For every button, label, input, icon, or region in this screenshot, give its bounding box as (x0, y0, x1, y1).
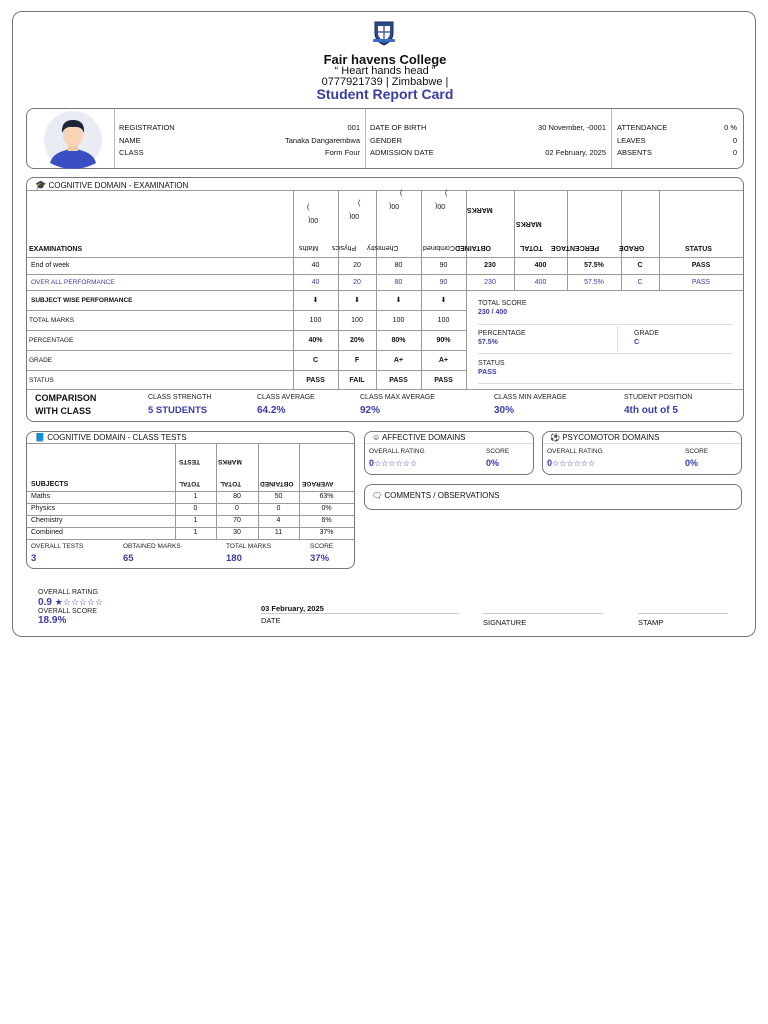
registration-label: REGISTRATION (119, 123, 175, 132)
exam-cell: 57.5% (584, 262, 604, 269)
col-examinations-header: EXAMINATIONS (29, 246, 83, 253)
sw-cell: A+ (438, 357, 449, 364)
tests-cell: 0 (193, 505, 198, 512)
tests-col-tests-a: TESTS (179, 458, 200, 465)
tests-cell: 50 (274, 493, 283, 500)
tests-cell: 0 (235, 505, 239, 512)
student-position-label: STUDENT POSITION (624, 394, 693, 401)
exam-cell: 20 (353, 279, 361, 286)
sw-cell: 40% (308, 337, 323, 344)
col-total-header: TOTAL (520, 244, 543, 251)
tests-col-obtained: OBTAINED (260, 480, 294, 487)
school-contact: 0777921739 | Zimbabwe | (321, 76, 449, 88)
report-title: Student Report Card (316, 86, 454, 102)
subject-combined-sub: 00( (435, 202, 446, 209)
tests-obtained-value: 65 (123, 553, 134, 564)
tests-total-marks-label: TOTAL MARKS (226, 543, 272, 550)
overall-score-label: OVERALL SCORE (38, 608, 97, 615)
class-min-value: 30% (494, 405, 515, 416)
exam-cell: 400 (534, 262, 547, 269)
exam-cell: 57.5% (584, 279, 604, 286)
avatar (40, 111, 106, 169)
school-motto: “ Heart hands head ” (334, 65, 436, 77)
arrow-down-icon: ⬇ (312, 297, 319, 304)
name-label: NAME (119, 136, 141, 145)
exam-section-title: COGNITIVE DOMAIN - EXAMINATION (48, 181, 189, 190)
sw-cell: 100 (392, 317, 405, 324)
exam-cell: C (637, 262, 643, 269)
sw-row-label: STATUS (29, 377, 54, 384)
subject-physics-sub: 00( (349, 212, 360, 219)
tests-col-marks-a: MARKS (218, 458, 242, 465)
subject-chemistry-top: ( (400, 190, 403, 197)
comments-title: COMMENTS / OBSERVATIONS (384, 491, 500, 500)
tests-cell: 70 (233, 517, 241, 524)
admission-label: ADMISSION DATE (370, 148, 434, 157)
psycomotor-score-value: 0% (685, 458, 699, 468)
leaves-label: LEAVES (617, 136, 646, 145)
affective-rating-value: 0 (369, 458, 375, 468)
tests-cell: 1 (193, 493, 198, 500)
col-obtained-header: OBTAINED (455, 244, 492, 251)
col-marks-header: MARKS (467, 206, 493, 213)
tests-col-average: AVERAGE (302, 480, 334, 487)
subject-chemistry-header: Chemistry (367, 244, 399, 251)
sw-cell: A+ (393, 357, 404, 364)
college-crest-icon (372, 20, 396, 46)
exam-cell: PASS (691, 279, 711, 286)
class-average-value: 64.2% (257, 405, 286, 416)
exam-row-label: OVER ALL PERFORMANCE (31, 279, 115, 286)
exam-cell: 80 (394, 262, 403, 269)
exam-cell: 40 (311, 262, 320, 269)
affective-title: AFFECTIVE DOMAINS (381, 433, 466, 442)
grade-value: C (634, 339, 640, 346)
class-average-label: CLASS AVERAGE (257, 394, 315, 401)
exam-cell: C (637, 279, 643, 286)
report-card (12, 11, 756, 637)
class-max-label: CLASS MAX AVERAGE (360, 394, 435, 401)
psycomotor-title: PSYCOMOTOR DOMAINS (562, 433, 660, 442)
affective-score-value: 0% (486, 458, 500, 468)
date-label: DATE (261, 616, 281, 625)
comparison-label-line2: WITH CLASS (35, 406, 91, 416)
subject-combined-top: ( (445, 190, 448, 197)
tests-subject: Chemistry (31, 517, 63, 524)
exam-cell: 230 (484, 262, 496, 269)
col-percentage-header: PERCENTAGE (551, 244, 600, 251)
attendance-value: 0 % (724, 123, 737, 132)
tests-cell: 4 (276, 517, 281, 524)
exam-cell: 40 (311, 279, 320, 286)
tests-cell: 1 (193, 529, 198, 536)
sw-cell: 100 (351, 317, 363, 324)
total-score-value: 230 / 400 (478, 309, 508, 316)
exam-cell: 230 (484, 279, 496, 286)
smile-icon: ☺ (372, 433, 381, 442)
subject-physics-header: Physics (332, 244, 357, 251)
student-info-box (26, 108, 744, 169)
affective-domains-box (364, 431, 534, 475)
tests-subject: Physics (31, 505, 56, 512)
exam-cell: 400 (534, 279, 547, 286)
class-label: CLASS (119, 148, 144, 157)
tests-cell: 1 (193, 517, 198, 524)
tests-col-marks-b: TOTAL (220, 480, 242, 487)
status-value: PASS (478, 369, 497, 376)
name-value: Tanaka Dangarembwa (284, 136, 360, 145)
subject-physics-top: ( (358, 200, 361, 207)
football-icon: ⚽ (550, 433, 560, 442)
tests-col-tests-b: TOTAL (179, 480, 201, 487)
sw-cell: PASS (306, 377, 325, 384)
subject-maths-sub: 00( (308, 216, 319, 223)
arrow-down-icon: ⬇ (354, 297, 360, 304)
subject-maths-header: Maths (299, 244, 319, 251)
class-strength-value: 5 STUDENTS (148, 405, 208, 416)
comparison-label-line1: COMPARISON (35, 393, 97, 403)
tests-total-marks-value: 180 (226, 553, 242, 564)
affective-rating-label: OVERALL RATING (369, 448, 425, 455)
sw-row-label: TOTAL MARKS (29, 317, 75, 324)
overall-tests-label: OVERALL TESTS (31, 543, 84, 550)
exam-row-label: End of week (31, 262, 70, 269)
overall-score-value: 18.9% (38, 615, 67, 626)
tests-cell: 80 (233, 493, 241, 500)
grade-label: GRADE (634, 330, 659, 337)
gender-label: GENDER (370, 136, 403, 145)
subject-wise-label: SUBJECT WISE PERFORMANCE (31, 297, 133, 304)
tests-cell: 0 (276, 505, 281, 512)
sw-row-label: GRADE (29, 357, 53, 364)
psycomotor-rating-value: 0 (547, 458, 553, 468)
student-avatar-icon (40, 111, 106, 169)
psycomotor-domains-box (542, 431, 742, 475)
sw-row-label: PERCENTAGE (29, 337, 74, 344)
sw-cell: 90% (436, 337, 451, 344)
tests-cell: 0% (321, 505, 332, 512)
sw-cell: F (354, 357, 360, 364)
dob-value: 30 November, -0001 (538, 123, 606, 132)
tests-col-subjects: SUBJECTS (31, 481, 69, 488)
sw-cell: 20% (349, 337, 364, 344)
class-tests-title: COGNITIVE DOMAIN - CLASS TESTS (47, 433, 187, 442)
psycomotor-rating-label: OVERALL RATING (547, 448, 603, 455)
tests-cell: 30 (233, 529, 241, 536)
sw-cell: 80% (391, 337, 406, 344)
tests-cell: 11 (274, 529, 283, 536)
tests-cell: 37% (319, 529, 334, 536)
comments-box (364, 484, 742, 510)
class-value: Form Four (324, 148, 360, 157)
psycomotor-score-label: SCORE (685, 448, 709, 455)
class-strength-label: CLASS STRENGTH (148, 394, 212, 401)
exam-cell: 90 (439, 279, 448, 286)
col-grade-header: GRADE (619, 244, 645, 251)
star-rating-icon: ☆☆☆☆☆☆ (552, 459, 596, 468)
tests-score-value: 37% (310, 553, 330, 564)
arrow-down-icon: ⬇ (440, 297, 447, 304)
sw-cell: 100 (437, 317, 450, 324)
signature-label: SIGNATURE (483, 618, 527, 627)
tests-subject: Maths (31, 493, 51, 500)
arrow-down-icon: ⬇ (395, 297, 402, 304)
registration-value: 001 (347, 123, 360, 132)
percentage-value: 57.5% (478, 339, 498, 346)
overall-tests-value: 3 (31, 553, 37, 564)
tests-cell: 6% (321, 517, 332, 524)
subject-maths-top: ( (307, 204, 310, 211)
admission-value: 02 February, 2025 (545, 148, 606, 157)
exam-cell: PASS (691, 262, 711, 269)
percentage-label: PERCENTAGE (478, 330, 526, 337)
star-rating-icon: ☆☆☆☆☆☆ (374, 459, 418, 468)
absents-value: 0 (732, 148, 737, 157)
exam-cell: 90 (439, 262, 448, 269)
sw-cell: C (312, 357, 319, 364)
class-tests-section (26, 431, 355, 569)
absents-label: ABSENTS (617, 148, 653, 157)
col-marks2-header: MARKS (516, 220, 542, 227)
star-rating-icon: ★☆☆☆☆☆ (54, 597, 104, 607)
dob-label: DATE OF BIRTH (370, 123, 427, 132)
exam-section (26, 177, 744, 422)
exam-cell: 20 (353, 262, 361, 269)
subject-combined-header: Combined (423, 244, 455, 251)
tests-score-label: SCORE (310, 543, 334, 550)
leaves-value: 0 (732, 136, 737, 145)
sw-cell: PASS (434, 377, 453, 384)
date-value: 03 February, 2025 (261, 604, 324, 613)
comments-icon: 🗨 (372, 491, 383, 500)
class-max-value: 92% (360, 405, 381, 416)
col-status-header: STATUS (685, 246, 712, 253)
class-min-label: CLASS MIN AVERAGE (494, 394, 567, 401)
tests-subject: Combined (31, 529, 63, 536)
book-icon: 📘 (35, 433, 45, 442)
attendance-label: ATTENDANCE (617, 123, 668, 132)
sw-cell: 100 (309, 317, 322, 324)
school-name: Fair havens College (323, 52, 447, 67)
student-position-value: 4th out of 5 (624, 405, 678, 416)
overall-rating-value: 0.9 (38, 597, 52, 608)
exam-cell: 80 (394, 279, 403, 286)
status-label: STATUS (478, 360, 505, 367)
tests-cell: 63% (319, 493, 334, 500)
tests-obtained-label: OBTAINED MARKS (123, 543, 181, 550)
sw-cell: PASS (389, 377, 408, 384)
affective-score-label: SCORE (486, 448, 510, 455)
subject-chemistry-sub: 00( (389, 202, 400, 209)
total-score-label: TOTAL SCORE (478, 300, 527, 307)
stamp-label: STAMP (638, 618, 664, 627)
graduation-cap-icon: 🎓 (35, 180, 47, 190)
sw-cell: FAIL (349, 377, 365, 384)
overall-rating-label: OVERALL RATING (38, 589, 98, 596)
